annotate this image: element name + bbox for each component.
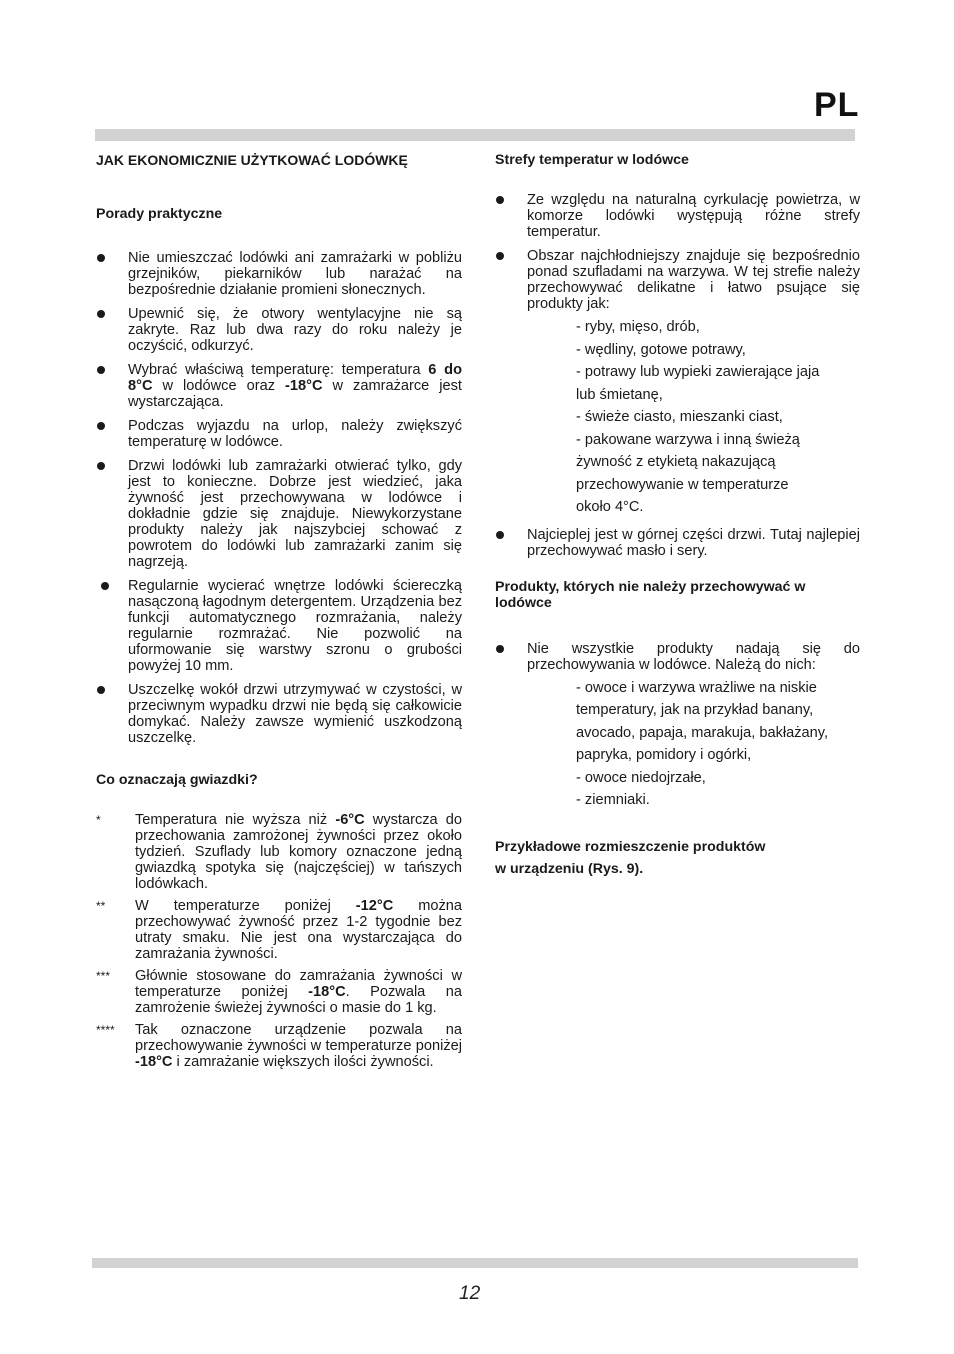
list-item: Drzwi lodówki lub zamrażarki otwierać tylko, gdy jest to konieczne. Dobrze jest wiedzieć, jaka żywność jest przechowywana w lodówce i dokładnie gdzie się znajduje. Niewykorzystane produkty należy jak najszybciej schować z powrotem do lodówki lub zamrażarki zanim się nagrzeją. xyxy=(96,458,462,570)
star-rating-mark: * xyxy=(96,813,101,827)
list-item: Upewnić się, że otwory wentylacyjne nie są zakryte. Raz lub dwa razy do roku należy je oczyścić, odkurzyć. xyxy=(96,306,462,354)
language-code: PL xyxy=(814,86,860,124)
star-rating-mark: *** xyxy=(96,969,111,983)
list-item: - pakowane warzywa i inną świeżą xyxy=(576,431,800,448)
stars-list xyxy=(96,812,462,1070)
list-item: *** Głównie stosowane do zamrażania żywności w temperaturze poniżej -18°C. Pozwala na zamrożenie świeżej żywności o masie do 1 kg. xyxy=(96,968,462,1016)
list-item: lub śmietanę, xyxy=(576,386,663,403)
star-rating-mark: **** xyxy=(96,1023,115,1037)
not-store-list xyxy=(495,641,860,812)
list-item: ** W temperaturze poniżej -12°C można przechowywać żywność przez 1-2 tygodnie bez utraty smaku. Nie jest ona wystarczająca do zamrażania żywności. xyxy=(96,898,462,962)
list-item: temperatury, jak na przykład banany, xyxy=(576,702,814,718)
list-item: - ryby, mięso, drób, xyxy=(576,319,700,335)
footer-divider xyxy=(92,1258,858,1268)
zones-list xyxy=(495,192,860,559)
left-column xyxy=(96,152,462,1076)
not-store-heading: Produkty, których nie należy przechowywać w lodówce xyxy=(495,578,806,611)
tips-list xyxy=(96,250,462,746)
example-heading: Przykładowe rozmieszczenie produktów w urządzeniu (Rys. 9). xyxy=(495,838,766,877)
list-item: - wędliny, gotowe potrawy, xyxy=(576,341,746,358)
bullet-icon xyxy=(496,196,504,204)
list-item: Nie wszystkie produkty nadają się do przechowywania w lodówce. Należą do nich: - owoce i warzywa wrażliwe na niskie temperatury, jak na przykład banany, avocado, papaja, marakuja, bakłażany, papryka, pomidory i ogórki, - owoce niedojrzałe, - ziemniaki. xyxy=(495,641,860,812)
star-rating-mark: ** xyxy=(96,899,106,913)
list-item: avocado, papaja, marakuja, bakłażany, xyxy=(576,724,829,741)
not-store-products xyxy=(527,677,860,812)
bullet-icon xyxy=(97,254,105,262)
list-item: - potrawy lub wypieki zawierające jaja xyxy=(576,364,820,380)
list-item: - owoce niedojrzałe, xyxy=(576,769,706,786)
list-item: papryka, pomidory i ogórki, xyxy=(576,747,752,763)
bullet-icon xyxy=(101,582,109,590)
bullet-icon xyxy=(496,252,504,260)
list-item: Najcieplej jest w górnej części drzwi. Tutaj najlepiej przechowywać masło i sery. xyxy=(495,527,860,559)
list-item: żywność z etykietą nakazującą xyxy=(576,454,776,470)
list-item: Nie umieszczać lodówki ani zamrażarki w pobliżu grzejników, piekarników lub narażać na bezpośrednie działanie promieni słonecznych. xyxy=(96,250,462,298)
bullet-icon xyxy=(97,366,105,374)
header-divider xyxy=(95,129,855,141)
list-item: przechowywanie w temperaturze xyxy=(576,476,789,493)
bullet-icon xyxy=(97,422,105,430)
list-item: Podczas wyjazdu na urlop, należy zwiększyć temperaturę w lodówce. xyxy=(96,418,462,450)
list-item: Obszar najchłodniejszy znajduje się bezpośrednio ponad szufladami na warzywa. W tej strefie należy przechowywać delikatne i łatwo psujące się produkty jak: - ryby, mięso, drób, - wędliny, gotowe potrawy, - potrawy lub wypieki zawierające jaja lub śmietanę, - świeże ciasto, mieszanki ciast, - pakowane warzywa i inną świeżą żywność z etykietą nakazującą przechowywanie w temperaturze około 4°C. xyxy=(495,248,860,519)
section-title: JAK EKONOMICZNIE UŻYTKOWAĆ LODÓWKĘ xyxy=(96,152,408,168)
list-item: **** Tak oznaczone urządzenie pozwala na przechowywanie żywności w temperaturze poniżej -18°C i zamrażanie większych ilości żywności. xyxy=(96,1022,462,1070)
page-number: 12 xyxy=(459,1283,481,1304)
bullet-icon xyxy=(97,462,105,470)
bullet-icon xyxy=(97,686,105,694)
bullet-icon xyxy=(496,531,504,539)
stars-heading: Co oznaczają gwiazdki? xyxy=(96,772,258,788)
bullet-icon xyxy=(496,645,504,653)
zones-heading: Strefy temperatur w lodówce xyxy=(495,152,689,168)
list-item: około 4°C. xyxy=(576,499,644,515)
list-item: - świeże ciasto, mieszanki ciast, xyxy=(576,409,783,425)
coldest-zone-products xyxy=(527,316,860,519)
list-item: Regularnie wycierać wnętrze lodówki ściereczką nasączoną łagodnym detergentem. Urządzenia bez funkcji automatycznego rozmrażania, należy regularnie rozmrażać. Nie pozwolić na uformowanie się warstwy szronu o grubości powyżej 10 mm. xyxy=(96,578,462,674)
list-item: Ze względu na naturalną cyrkulację powietrza, w komorze lodówki występują różne strefy temperatur. xyxy=(495,192,860,240)
list-item: Wybrać właściwą temperaturę: temperatura 6 do 8°C w lodówce oraz -18°C w zamrażarce jest wystarczająca. xyxy=(96,362,462,410)
bullet-icon xyxy=(97,310,105,318)
list-item: * Temperatura nie wyższa niż -6°C wystarcza do przechowania zamrożonej żywności przez około tydzień. Szuflady lub komory oznaczone jedną gwiazdką spotyka się (najczęściej) w tańszych lodówkach. xyxy=(96,812,463,892)
list-item: - ziemniaki. xyxy=(576,792,650,808)
tips-heading: Porady praktyczne xyxy=(96,206,223,222)
right-column xyxy=(495,152,860,881)
list-item: Uszczelkę wokół drzwi utrzymywać w czystości, w przeciwnym wypadku drzwi nie będą się całkowicie domykać. Należy zawsze wymienić uszkodzoną uszczelkę. xyxy=(96,682,462,746)
list-item: - owoce i warzywa wrażliwe na niskie xyxy=(576,679,817,696)
